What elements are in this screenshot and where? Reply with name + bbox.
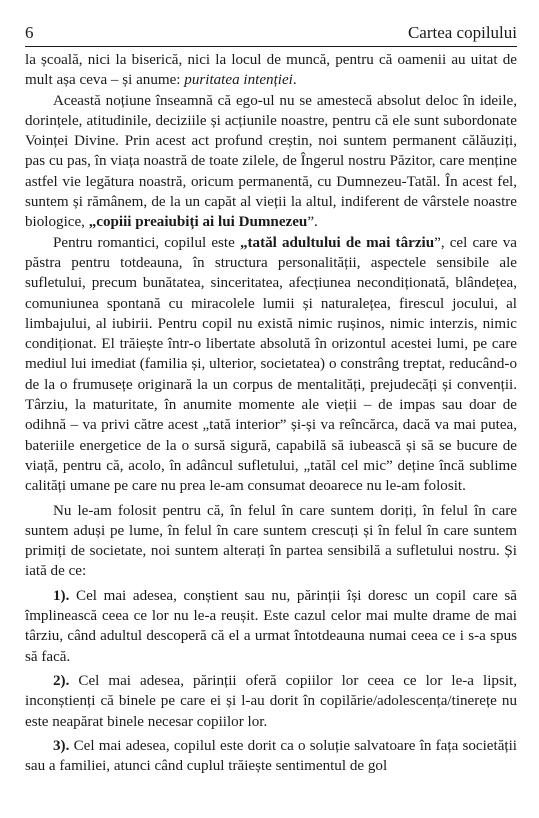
list-item-3: 3). Cel mai adesea, copilul este dorit ca o soluție salvatoare în fața societății sau a familiei, atunci când cuplul trăiește sentimentul de gol	[25, 737, 517, 775]
emphasis-purity-of-intention: puritatea intenției	[184, 72, 293, 89]
running-head	[25, 22, 517, 47]
bold-beloved-children: „copiii preaiubiți ai lui Dumnezeu	[88, 214, 308, 231]
bold-father-of-adult: „tatăl adultului de mai târziu	[239, 234, 435, 251]
list-item-1: 1). Cel mai adesea, conștient sau nu, părinții își doresc un copil care să împlinească ceea ce lor nu le-a reușit. Este cazul celor mai multe drame de mai târziu, când adultul descoperă că el a urmat întotdeauna numai ceea ce i s-a spus să facă.	[25, 587, 517, 665]
paragraph-romantics: Pentru romantici, copilul este „tatăl adultului de mai târziu”, cel care va păstra pentru totdeauna, în structura personalității, aspectele sensibile ale sufletului, precum bunătatea, sinceritatea, afecțiunea necondiționată, blândețea, comuniunea spontană cu miracolele lumii și naturalețea, firescul jocului, al limbajului, al iubirii. Pentru copil nu există nimic rușinos, nimic interzis, nimic condiționat. El trăiește într-o libertate absolută în orizontul acestei lumi, pe care mediul lui imediat (familia și, ulterior, societatea) o constrâng treptat, reducând-o de la o frumusețe originară la un corpus de mentalități, prejudecăți și convenții. Târziu, la maturitate, în anumite momente ale vieții – de impas sau doar de odihnă – va privi către acest „tată interior” și-și va reîncărca, dacă va mai putea, bateriile energetice de la o sursă sigură, capabilă să iubească și să se bucure de viață, pentru că, acolo, în adâncul sufletului, „tatăl cel mic” deține încă sublime calități umane pe care nu prea le-am consumat deoarece nu le-am folosit.	[25, 234, 517, 495]
book-page	[25, 22, 517, 776]
list-item-2: 2). Cel mai adesea, părinții oferă copiilor lor ceea ce lor le-a lipsit, inconștienți că binele pe care ei și l-au dorit în copilărie/adolescența/tinerețe nu este neapărat binele necesar copiilor lor.	[25, 672, 517, 730]
list-marker-1: 1).	[53, 587, 70, 604]
paragraph-notion: Această noțiune înseamnă că ego-ul nu se amestecă absolut deloc în ideile, dorințele, atitudinile, deciziile și acțiunile noastre, pentru că ele sunt subordonate Voinței Divine. Prin acest act profund creștin, noi suntem permanent călăuziți, pas cu pas, în viața noastră de toate zilele, de Îngerul nostru Păzitor, care menține astfel vie legătura noastră, oricum permanentă, cu Dumnezeu-Tatăl. În acest fel, suntem și rămânem, de la un capăt al vieții la altul, indiferent de vârstele noastre biologice, „copiii preaiubiți ai lui Dumnezeu”.	[25, 92, 517, 231]
paragraph-not-used: Nu le-am folosit pentru că, în felul în care suntem doriți, în felul în care suntem aduși pe lume, în felul în care suntem crescuți și în felul în care suntem primiți de societate, noi suntem alterați în partea sensibilă a sufletului nostru. Și iată de ce:	[25, 502, 517, 580]
body-text	[25, 50, 517, 776]
book-title: Cartea copilului	[407, 23, 517, 42]
paragraph-continuation: la școală, nici la biserică, nici la locul de muncă, pentru că oamenii au uitat de mult așa ceva – și anume: puritatea intenției.	[25, 52, 517, 89]
page-number: 6	[25, 23, 34, 42]
list-marker-2: 2).	[53, 672, 70, 689]
list-marker-3: 3).	[53, 737, 70, 754]
